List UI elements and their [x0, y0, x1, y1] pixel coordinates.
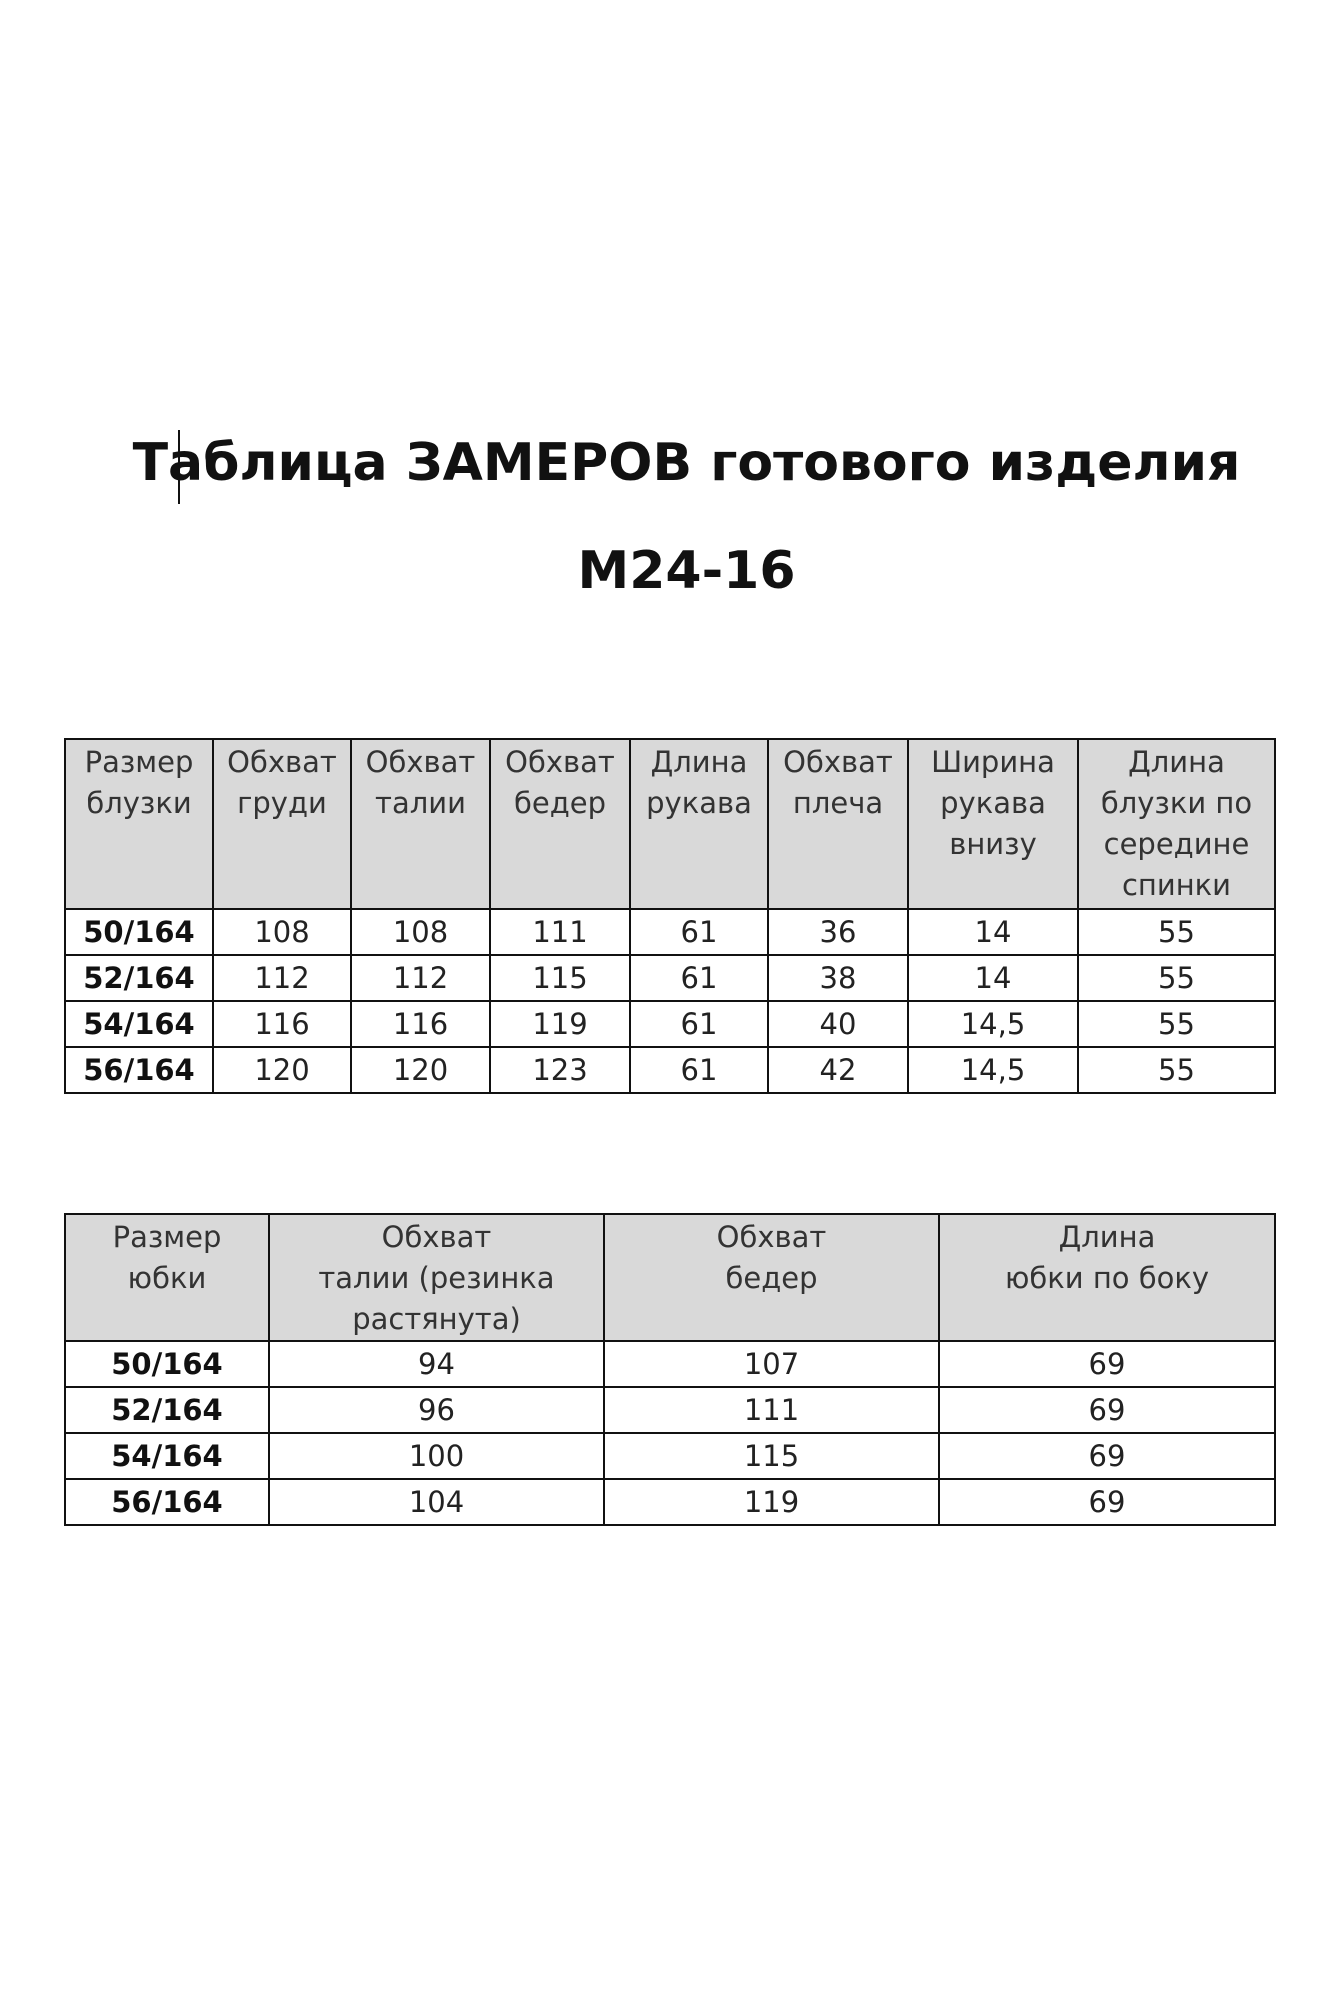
table-row — [65, 1433, 1275, 1479]
value-cell: 55 — [1078, 909, 1275, 955]
table-row — [65, 1001, 1275, 1047]
table-row — [65, 1479, 1275, 1525]
value-cell: 61 — [630, 1001, 768, 1047]
skirt-header-cell: Размер юбки — [65, 1214, 269, 1341]
value-cell: 104 — [269, 1479, 604, 1525]
document-title: Таблица ЗАМЕРОВ готового изделия — [132, 433, 1241, 493]
blouse-header-cell: Обхват бедер — [490, 739, 630, 909]
table-row — [65, 1341, 1275, 1387]
blouse-measurements-table — [64, 738, 1276, 1094]
blouse-header-cell: Длина рукава — [630, 739, 768, 909]
blouse-header-cell: Обхват плеча — [768, 739, 908, 909]
value-cell: 14,5 — [908, 1047, 1078, 1093]
value-cell: 69 — [939, 1433, 1275, 1479]
value-cell: 107 — [604, 1341, 939, 1387]
value-cell: 100 — [269, 1433, 604, 1479]
skirt-measurements-table — [64, 1213, 1276, 1526]
value-cell: 123 — [490, 1047, 630, 1093]
value-cell: 120 — [351, 1047, 490, 1093]
value-cell: 69 — [939, 1341, 1275, 1387]
value-cell: 40 — [768, 1001, 908, 1047]
value-cell: 61 — [630, 1047, 768, 1093]
table-row — [65, 1047, 1275, 1093]
value-cell: 69 — [939, 1387, 1275, 1433]
value-cell: 112 — [351, 955, 490, 1001]
size-cell: 50/164 — [65, 909, 213, 955]
model-code: М24-16 — [577, 541, 796, 601]
table-row — [65, 1387, 1275, 1433]
blouse-header-cell: Ширина рукава внизу — [908, 739, 1078, 909]
blouse-header-cell: Обхват груди — [213, 739, 351, 909]
value-cell: 14 — [908, 909, 1078, 955]
value-cell: 108 — [213, 909, 351, 955]
value-cell: 61 — [630, 909, 768, 955]
value-cell: 55 — [1078, 1047, 1275, 1093]
value-cell: 116 — [351, 1001, 490, 1047]
size-cell: 56/164 — [65, 1047, 213, 1093]
value-cell: 115 — [604, 1433, 939, 1479]
blouse-header-cell: Размер блузки — [65, 739, 213, 909]
value-cell: 94 — [269, 1341, 604, 1387]
value-cell: 111 — [490, 909, 630, 955]
value-cell: 119 — [490, 1001, 630, 1047]
skirt-header-cell: Длина юбки по боку — [939, 1214, 1275, 1341]
value-cell: 14 — [908, 955, 1078, 1001]
value-cell: 116 — [213, 1001, 351, 1047]
value-cell: 61 — [630, 955, 768, 1001]
value-cell: 69 — [939, 1479, 1275, 1525]
value-cell: 111 — [604, 1387, 939, 1433]
value-cell: 119 — [604, 1479, 939, 1525]
value-cell: 96 — [269, 1387, 604, 1433]
blouse-header-cell: Обхват талии — [351, 739, 490, 909]
size-cell: 52/164 — [65, 1387, 269, 1433]
table-row — [65, 909, 1275, 955]
table-row — [65, 955, 1275, 1001]
value-cell: 112 — [213, 955, 351, 1001]
skirt-header-cell: Обхват талии (резинка растянута) — [269, 1214, 604, 1341]
value-cell: 42 — [768, 1047, 908, 1093]
value-cell: 38 — [768, 955, 908, 1001]
skirt-header-row — [65, 1214, 1275, 1341]
value-cell: 55 — [1078, 955, 1275, 1001]
size-cell: 52/164 — [65, 955, 213, 1001]
size-cell: 54/164 — [65, 1001, 213, 1047]
size-cell: 54/164 — [65, 1433, 269, 1479]
value-cell: 36 — [768, 909, 908, 955]
value-cell: 108 — [351, 909, 490, 955]
size-cell: 56/164 — [65, 1479, 269, 1525]
value-cell: 55 — [1078, 1001, 1275, 1047]
value-cell: 115 — [490, 955, 630, 1001]
blouse-header-cell: Длина блузки по середине спинки — [1078, 739, 1275, 909]
skirt-header-cell: Обхват бедер — [604, 1214, 939, 1341]
size-cell: 50/164 — [65, 1341, 269, 1387]
value-cell: 120 — [213, 1047, 351, 1093]
value-cell: 14,5 — [908, 1001, 1078, 1047]
blouse-header-row — [65, 739, 1275, 909]
